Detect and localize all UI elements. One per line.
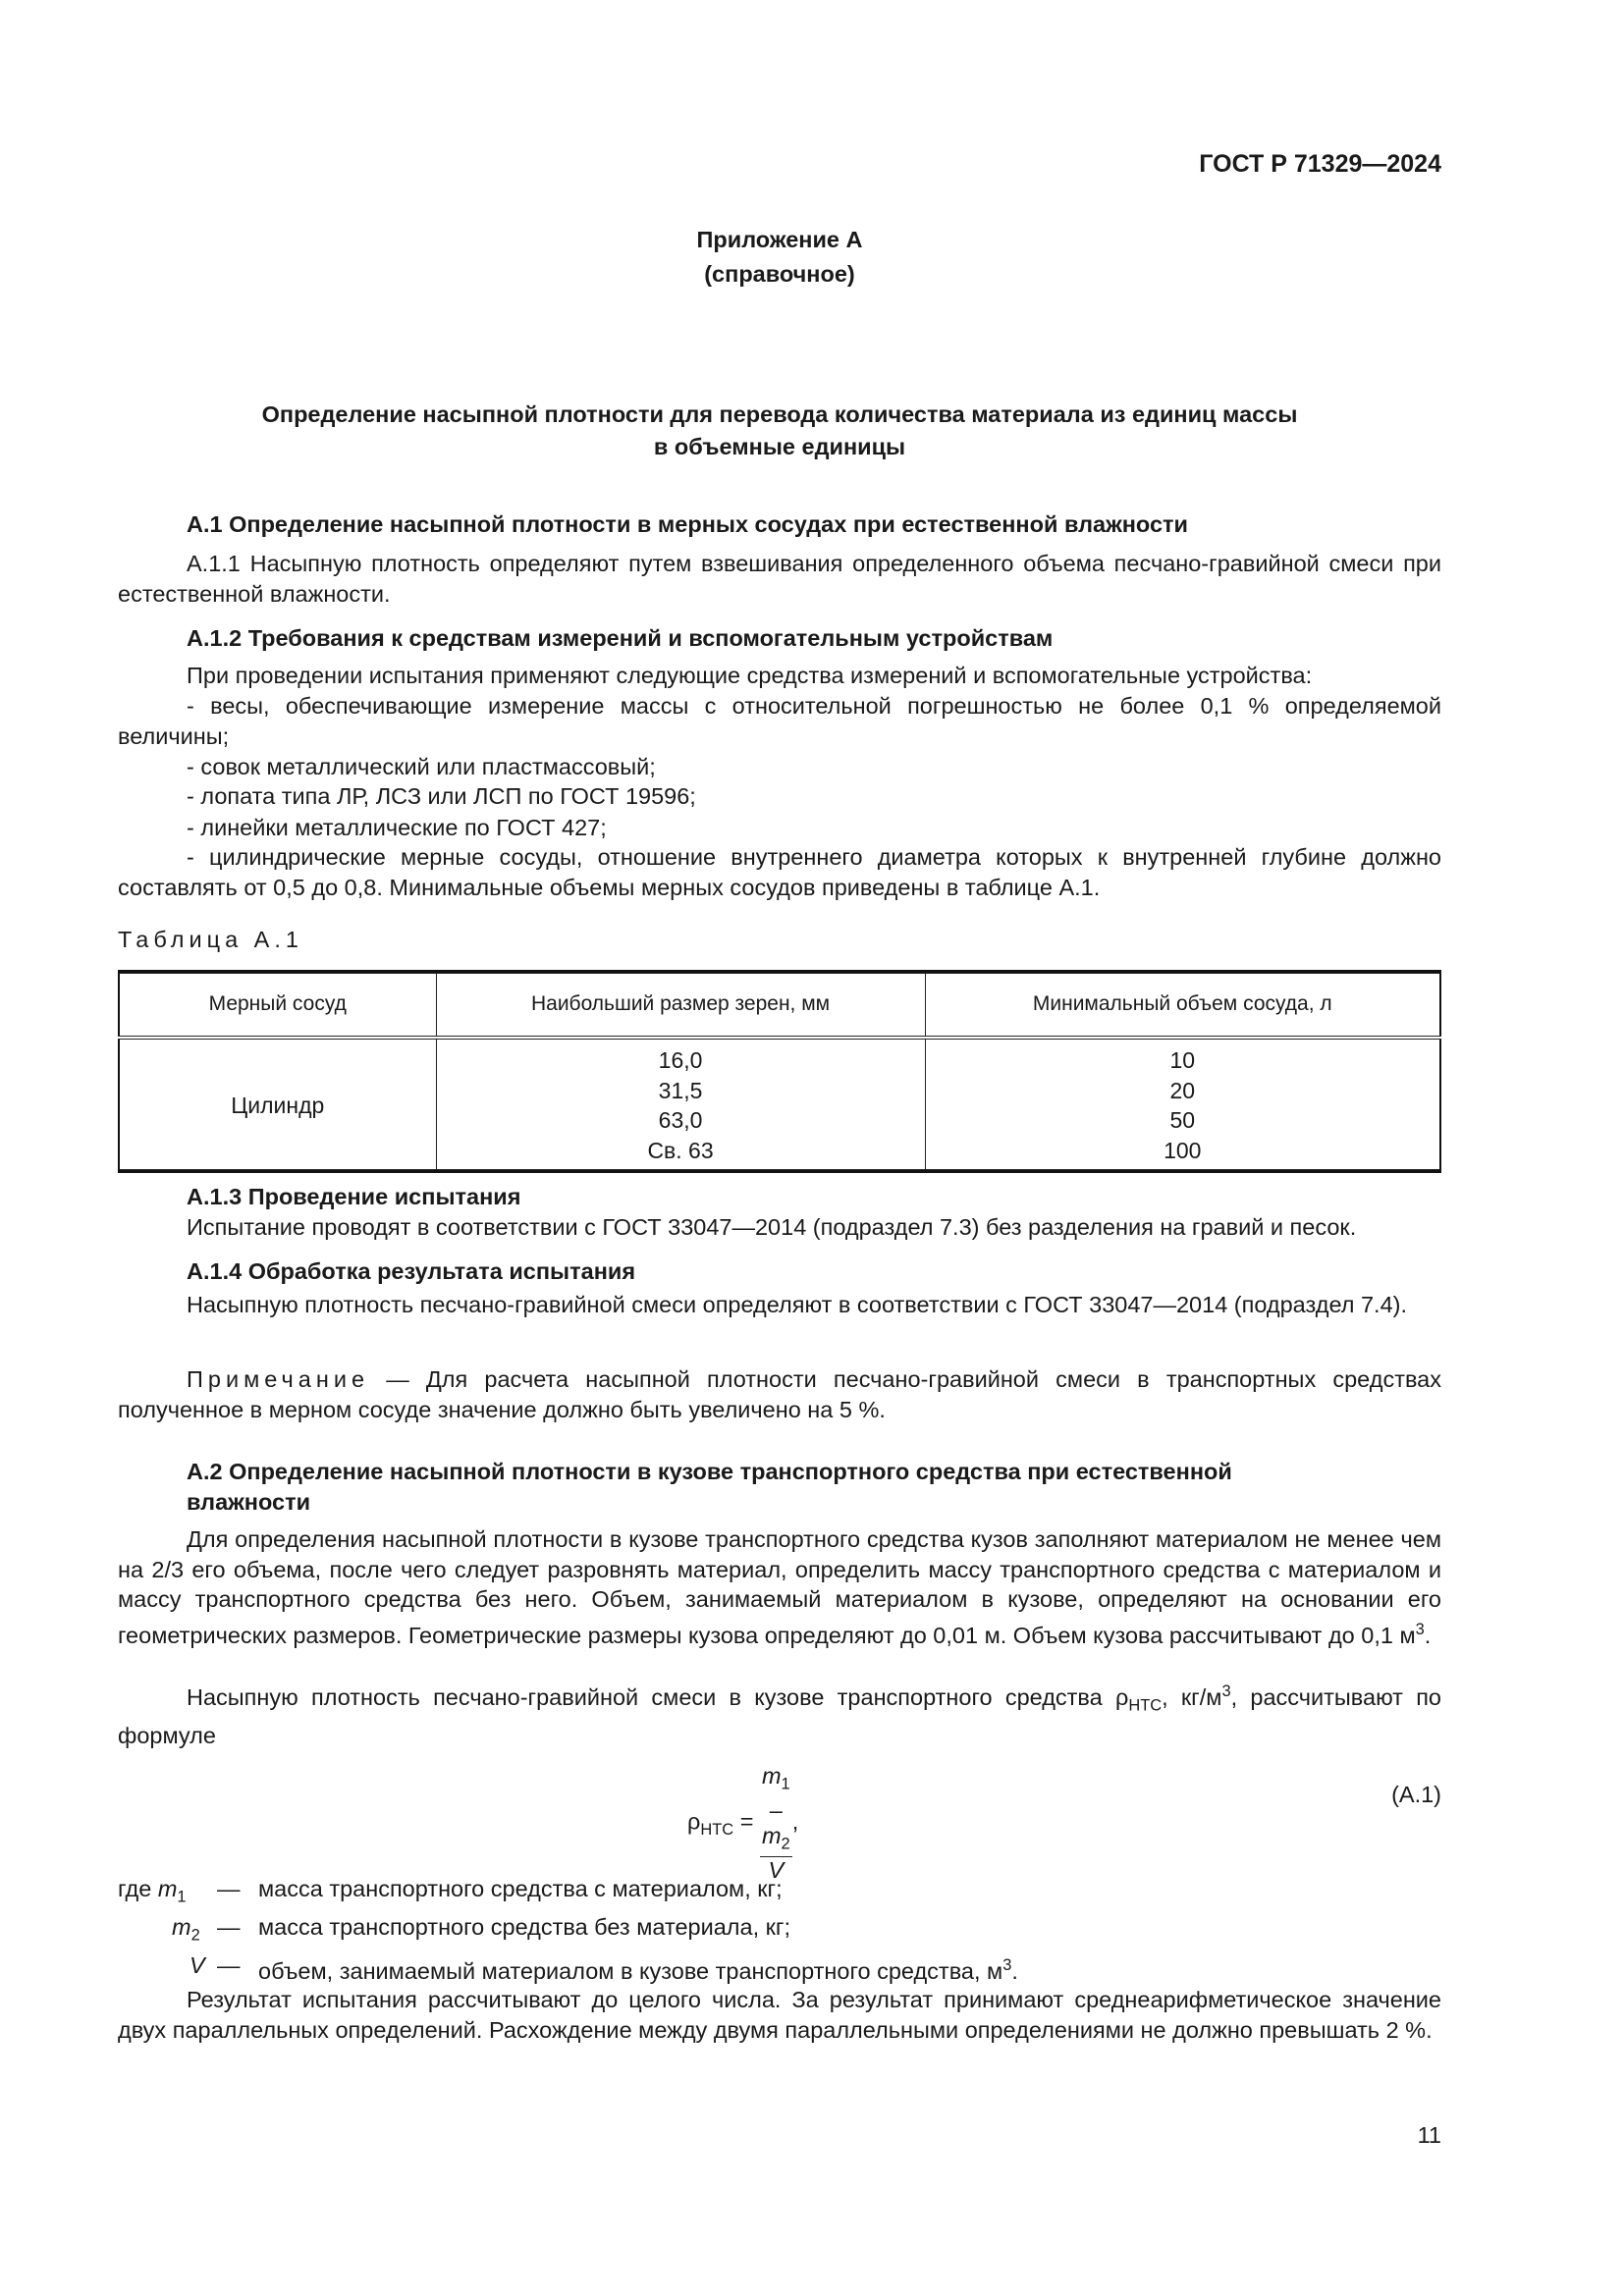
formula-equals: = [733,1808,760,1835]
paragraph-a2-2 [118,1677,1441,1751]
where-text: масса транспортного средства с материалом, кг; [258,1876,783,1901]
heading-a114: А.1.4 Обработка результата испытания [187,1258,636,1284]
where-dash: — [217,1952,241,1978]
superscript: 3 [1002,1956,1012,1974]
subscript: 2 [190,1926,200,1945]
table-header-cell: Минимальный объем сосуда, л [925,974,1440,1039]
paragraph-a2-1 [118,1524,1441,1650]
paragraph-a2-3: Результат испытания рассчитывают до целого числа. За результат принимают среднеарифметическое значение двух параллельных определений. Расхождение между двумя параллельными определениями не должно превышать 2 %. [118,1987,1441,2043]
text: , кг/м [1162,1683,1222,1710]
note [118,1364,1441,1424]
symbol: m [172,1914,191,1940]
formula-subscript: 1 [781,1775,790,1793]
heading-a112: А.1.2 Требования к средствам измерений и вспомогательным устройствам [187,625,1054,651]
table-a1 [118,970,1441,1173]
where-item [189,1950,205,1981]
where-dash: — [217,1914,241,1940]
note-text: — Для расчета насыпной плотности песчано-гравийной смеси в транспортных средствах полученное в мерном сосуде значение должно быть увеличено на 5 %. [118,1366,1441,1422]
list-item: - лопата типа ЛР, ЛСЗ или ЛСП по ГОСТ 19596; [187,783,696,809]
formula-comma: , [791,1808,799,1835]
list-item: - совок металлический или пластмассовый; [187,754,656,779]
paragraph-a114: Насыпную плотность песчано-гравийной смеси определяют в соответствии с ГОСТ 33047—2014 (подраздел 7.4). [187,1292,1408,1317]
formula-symbol: V [768,1857,785,1884]
volume-value: 100 [1164,1137,1202,1163]
size-value: Св. 63 [647,1137,714,1163]
where-item [118,1874,187,1912]
text: Для определения насыпной плотности в кузове транспортного средства кузов заполняют материалом не менее чем на 2/3 его объема, после чего следует разровнять материал, определить массу транспортного средства с материалом и массу транспортного средства без него. Объем, занимаемый материалом в кузове, определяют на основании его геометрических размеров. Геометрические размеры кузова определяют до 0,01 м. Объем кузова рассчитывают до 0,1 м [118,1526,1441,1648]
superscript: 3 [1415,1620,1425,1638]
list-item: - цилиндрические мерные сосуды, отношение внутреннего диаметра которых к внутренней глубине должно составлять от 0,5 до 0,8. Минимальные объемы мерных сосудов приведены в таблице А.1. [118,844,1441,900]
table-header-cell: Наибольший размер зерен, мм [436,974,925,1039]
where-item [172,1912,200,1950]
heading-a2-line1: А.2 Определение насыпной плотности в кузове транспортного средства при естественной [187,1459,1232,1484]
formula-fraction [760,1763,792,1883]
symbol: m [157,1876,178,1901]
formula-symbol: m [761,1763,782,1789]
size-value: 31,5 [658,1077,703,1103]
text: Насыпную плотность песчано-гравийной смеси в кузове транспортного средства ρ [187,1683,1129,1710]
where-dash: — [217,1876,241,1901]
section-title-line1: Определение насыпной плотности для перевода количества материала из единиц массы [261,401,1298,427]
appendix-type: (справочное) [704,261,855,287]
text: , рассчитывают по формуле [118,1683,1441,1749]
heading-a1: А.1 Определение насыпной плотности в мерных сосудах при естественной влажности [187,511,1189,537]
heading-a113: А.1.3 Проведение испытания [187,1184,521,1209]
document-id: ГОСТ Р 71329—2024 [1199,150,1441,178]
table-cell-volumes [925,1038,1440,1170]
text: . [1011,1957,1018,1984]
appendix-title: Приложение А [696,227,863,252]
table-cell-vessel: Цилиндр [119,1038,436,1170]
formula-subscript: 2 [781,1835,790,1853]
where-text: масса транспортного средства без материала, кг; [258,1914,791,1940]
table-header-cell: Мерный сосуд [119,974,436,1039]
size-value: 63,0 [658,1107,703,1133]
formula-subscript: НТС [700,1821,734,1840]
text: . [1424,1622,1432,1648]
list-item: - линейки металлические по ГОСТ 427; [187,815,607,840]
table-row [119,1038,1440,1170]
subscript: НТС [1128,1696,1163,1715]
volume-value: 50 [1169,1107,1196,1133]
formula-minus: – [769,1796,783,1823]
table-header-row [119,974,1440,1039]
subscript: 1 [177,1888,187,1906]
text: объем, занимаемый материалом в кузове транспортного средства, м [258,1957,1003,1984]
section-title-line2: в объемные единицы [653,434,906,459]
page-number: 11 [1417,2122,1441,2148]
formula-symbol: m [761,1822,782,1848]
heading-a2-line2: влажности [187,1489,311,1515]
formula-number: (А.1) [1391,1782,1441,1807]
formula-a1 [687,1763,798,1883]
superscript: 3 [1221,1682,1231,1700]
paragraph-a111: А.1.1 Насыпную плотность определяют путем взвешивания определенного объема песчано-гравийной смеси при естественной влажности. [118,551,1441,607]
where-prefix: где [118,1876,158,1901]
where-text [258,1950,1018,1986]
list-item: - весы, обеспечивающие измерение массы с относительной погрешностью не более 0,1 % определяемой величины; [118,693,1441,749]
paragraph-a113: Испытание проводят в соответствии с ГОСТ 33047—2014 (подраздел 7.3) без разделения на гравий и песок. [187,1214,1357,1240]
paragraph-a112-intro: При проведении испытания применяют следующие средства измерений и вспомогательные устройства: [187,663,1313,688]
formula-symbol: ρ [687,1808,701,1835]
table-cell-sizes [436,1038,925,1170]
symbol: V [189,1952,205,1978]
note-label: Примечание [187,1366,370,1392]
volume-value: 20 [1169,1077,1196,1103]
size-value: 16,0 [658,1047,703,1073]
table-caption: Таблица А.1 [118,927,303,952]
volume-value: 10 [1169,1047,1196,1073]
